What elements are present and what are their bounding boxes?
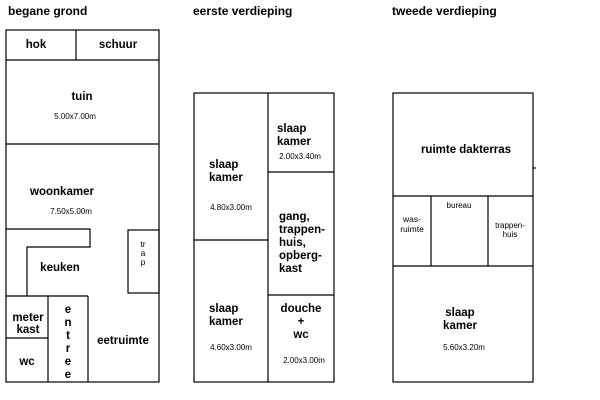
room-slaapkamer: slaap kamer	[443, 307, 477, 332]
room-meterkast: meter kast	[12, 312, 44, 336]
room-schuur: schuur	[98, 39, 138, 51]
room-douche: douche + wc	[280, 303, 322, 341]
room-hok: hok	[25, 39, 47, 51]
room-woonkamer-size: 7.50x5.00m	[50, 207, 92, 216]
ground-floor-title: begane grond	[8, 4, 88, 18]
room-slaapkamer-3: slaap kamer	[209, 303, 243, 328]
room-wc: wc	[19, 356, 35, 368]
room-tuin-size: 5.00x7.00m	[54, 112, 96, 121]
room-slaapkamer-size: 5.60x3.20m	[443, 343, 485, 352]
room-bureau: bureau	[446, 201, 472, 210]
room-douche-size: 2.00x3.00m	[283, 356, 325, 365]
room-tuin: tuin	[71, 91, 93, 103]
room-slaapkamer-2-size: 2.00x3.40m	[279, 152, 321, 161]
room-slaapkamer-3-size: 4.60x3.00m	[210, 343, 252, 352]
room-woonkamer: woonkamer	[30, 186, 94, 198]
room-wasruimte: was- ruimte	[400, 214, 424, 234]
room-eetruimte: eetruimte	[97, 335, 149, 347]
room-gang: gang, trappen- huis, opberg- kast	[279, 211, 325, 275]
room-slaapkamer-2: slaap kamer	[277, 123, 311, 148]
first-floor-title: eerste verdieping	[193, 4, 293, 18]
room-slaapkamer-1: slaap kamer	[209, 159, 243, 184]
room-keuken: keuken	[40, 262, 80, 274]
room-trap: trap	[140, 239, 146, 267]
room-entree: entree	[64, 304, 72, 381]
room-trappenhuis: trappen- huis	[495, 221, 525, 239]
room-dakterras: ruimte dakterras	[420, 144, 512, 156]
room-slaapkamer-1-size: 4.80x3.00m	[210, 203, 252, 212]
second-floor-title: tweede verdieping	[392, 4, 497, 18]
